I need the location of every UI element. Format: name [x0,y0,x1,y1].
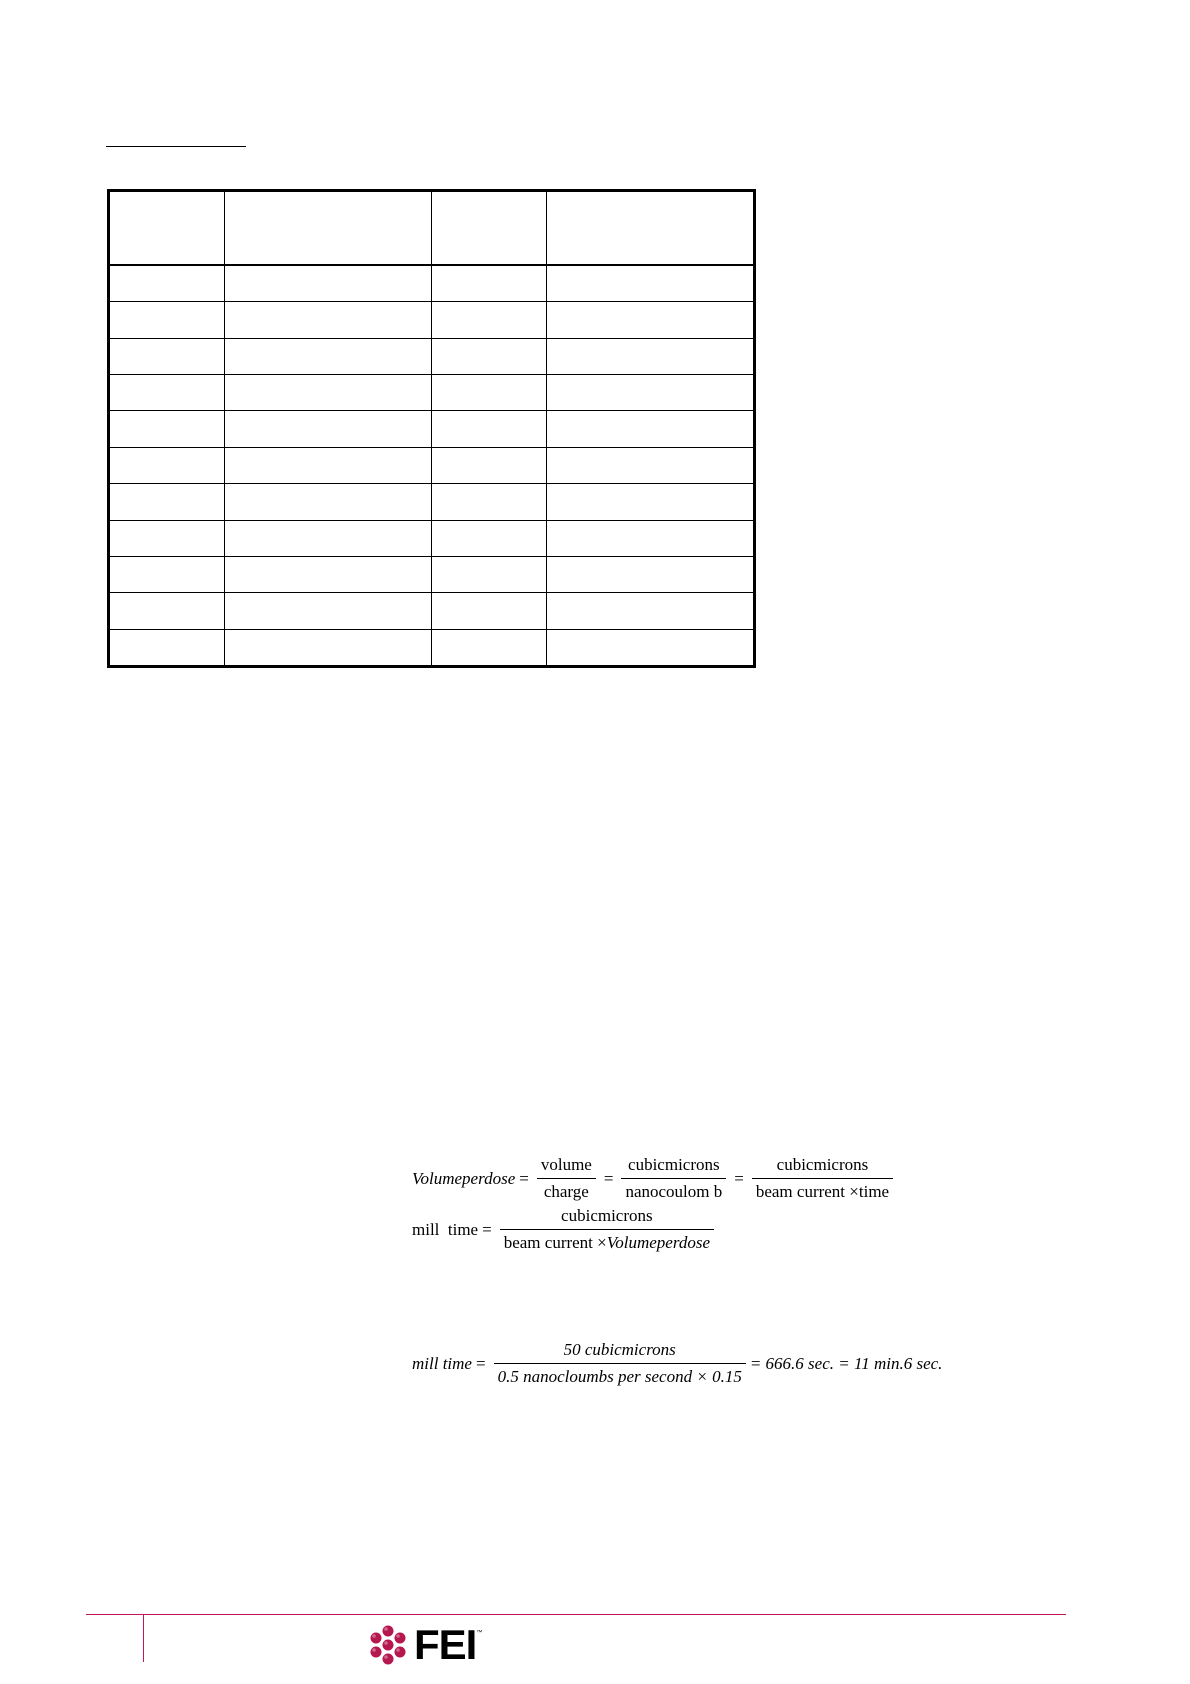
table-cell [109,375,225,411]
table-cell [225,265,432,302]
denominator-part: beam current [755,1182,850,1201]
table-cell [547,556,755,592]
formula3-lhs: mill time [412,1353,472,1373]
fraction-denominator [500,1230,714,1253]
table-cell [432,593,547,629]
fraction-denominator [752,1179,893,1202]
table-cell [225,302,432,338]
table-cell [432,484,547,520]
table-row [109,629,755,666]
fraction-numerator: cubicmicrons [752,1155,893,1179]
denominator-part: time [858,1182,890,1201]
table-row [109,265,755,302]
trademark-symbol: ™ [476,1630,483,1636]
table-cell [109,520,225,556]
data-table [107,189,756,668]
table-cell [109,265,225,302]
table-cell [225,447,432,483]
heading-underline [106,146,246,147]
table-row [109,302,755,338]
table-cell [109,302,225,338]
fraction-cubicmicrons-current-time [752,1155,893,1202]
fraction-numerator: 50 cubicmicrons [494,1340,746,1364]
table-cell [109,629,225,666]
fraction-cubicmicrons-nanocoulomb [621,1155,726,1202]
table-row [109,556,755,592]
table-row [109,520,755,556]
formula-volume-per-dose [412,1155,897,1202]
formula-mill-time-example [412,1340,942,1387]
fraction-numerator: cubicmicrons [621,1155,726,1179]
table-cell [109,411,225,447]
table-cell [225,520,432,556]
table-cell [432,447,547,483]
table-cell [225,629,432,666]
formula3-result: = 666.6 sec. = 11 min.6 sec. [749,1353,943,1373]
table-header-cell [547,191,755,266]
table-cell [109,593,225,629]
table-cell [432,338,547,374]
fraction-denominator: 0.5 nanocloumbs per second × 0.15 [497,1367,742,1386]
fraction-denominator: nanocoulom b [625,1182,723,1201]
times-sign: × [849,1182,859,1201]
fraction-numerator: volume [537,1155,596,1179]
table-cell [109,484,225,520]
table-cell [432,265,547,302]
fraction-denominator: charge [543,1182,589,1201]
fraction-example [494,1340,746,1387]
table-cell [432,375,547,411]
fei-logo [366,1621,483,1668]
table-row [109,338,755,374]
equals-sign: = [519,1168,529,1188]
formula1-lhs: Volumeperdose [412,1168,516,1188]
table-header-cell [109,191,225,266]
table-cell [225,556,432,592]
table-cell [109,338,225,374]
times-sign: × [597,1233,607,1252]
table-header-cell [225,191,432,266]
table-cell [225,484,432,520]
fei-logo-hexagon-icon [366,1624,410,1666]
equals-sign: = [482,1219,492,1239]
denominator-part: beam current [503,1233,598,1252]
formula2-lhs: mill time [412,1219,479,1239]
table-cell [547,520,755,556]
table-cell [225,375,432,411]
table-cell [432,556,547,592]
table-cell [432,520,547,556]
fei-logo-text: FEI [414,1621,477,1668]
denominator-part: Volumeperdose [606,1233,710,1252]
table-cell [109,447,225,483]
equals-sign: = [603,1168,614,1188]
table-cell [547,338,755,374]
table-header-row [109,191,755,266]
table-cell [432,629,547,666]
equals-sign: = [734,1168,744,1188]
table-header-cell [432,191,547,266]
fraction-mill-time [500,1206,714,1253]
table-row [109,411,755,447]
table-row [109,593,755,629]
table-cell [225,411,432,447]
table-cell [432,302,547,338]
table-cell [109,556,225,592]
table-cell [547,593,755,629]
footer-vertical-rule [143,1614,144,1662]
formula-mill-time [412,1206,718,1253]
table-cell [432,411,547,447]
fraction-volume-charge [537,1155,596,1202]
table-cell [225,593,432,629]
footer-rule [86,1614,1066,1615]
table-cell [225,338,432,374]
table-row [109,375,755,411]
table-cell [547,447,755,483]
table-row [109,447,755,483]
table-row [109,484,755,520]
table-cell [547,265,755,302]
table-cell [547,629,755,666]
equals-sign: = [475,1353,486,1373]
table-cell [547,484,755,520]
table-cell [547,375,755,411]
fraction-numerator: cubicmicrons [500,1206,714,1230]
table-cell [547,302,755,338]
table-cell [547,411,755,447]
